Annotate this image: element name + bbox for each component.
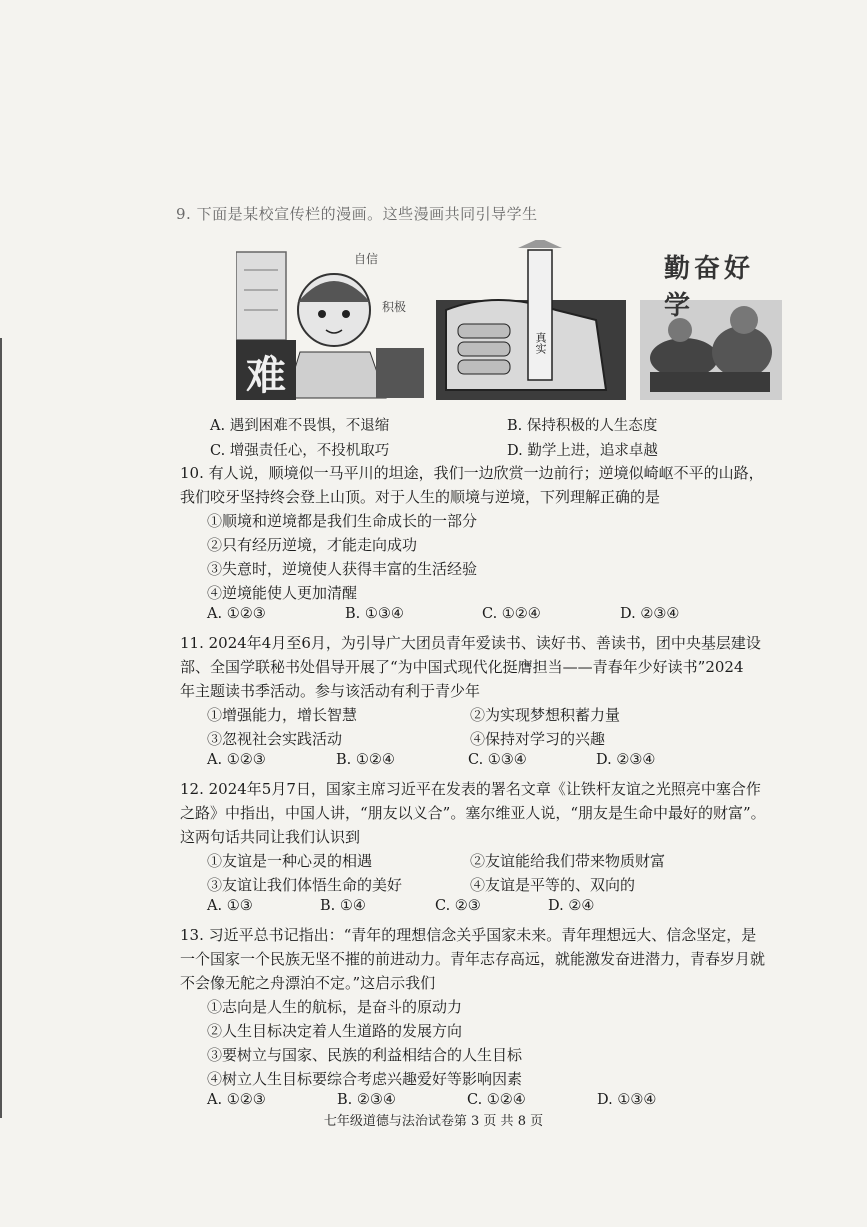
q9-option-c: C. 增强责任心，不投机取巧	[210, 443, 390, 459]
q12-option-c: C. ②③	[435, 898, 481, 914]
q9-option-d: D. 勤学上进，追求卓越	[507, 443, 658, 459]
q13-stem-line2: 一个国家一个民族无坚不摧的前进动力。青年志存高远，就能激发奋进潜力，青春岁月就	[180, 950, 766, 968]
q13-option-d: D. ①③④	[597, 1092, 657, 1108]
scan-edge-shadow	[0, 338, 2, 1118]
q11-option-b: B. ①②④	[336, 752, 395, 768]
q13-stem-line3: 不会像无舵之舟漂泊不定。”这启示我们	[180, 974, 436, 992]
q9-stem: 9. 下面是某校宣传栏的漫画。这些漫画共同引导学生	[176, 205, 538, 223]
q12-stem-line1: 12. 2024年5月7日，国家主席习近平在发表的署名文章《让铁杆友谊之光照亮中塞合作	[180, 780, 761, 798]
q11-item-4: ④保持对学习的兴趣	[470, 730, 606, 748]
q10-option-c: C. ①②④	[482, 606, 541, 622]
q12-item-2: ②友谊能给我们带来物质财富	[470, 852, 666, 870]
q11-option-c: C. ①③④	[468, 752, 527, 768]
q11-option-d: D. ②③④	[596, 752, 656, 768]
cartoon-label-difficulty: 难	[246, 352, 286, 399]
q11-option-a: A. ①②③	[207, 752, 266, 768]
q10-stem-line1: 10. 有人说，顺境似一马平川的坦途，我们一边欣赏一边前行；逆境似崎岖不平的山路，	[180, 464, 764, 482]
q10-item-4: ④逆境能使人更加清醒	[207, 584, 358, 602]
q12-item-3: ③友谊让我们体悟生命的美好	[207, 876, 403, 894]
q11-stem-line1: 11. 2024年4月至6月，为引导广大团员青年爱读书、读好书、善读书，团中央基层建设	[180, 634, 761, 652]
q10-item-2: ②只有经历逆境，才能走向成功	[207, 536, 418, 554]
q13-item-4: ④树立人生目标要综合考虑兴趣爱好等影响因素	[207, 1070, 523, 1088]
q9-option-a: A. 遇到困难不畏惧，不退缩	[210, 418, 390, 434]
q13-option-b: B. ②③④	[337, 1092, 396, 1108]
q13-item-3: ③要树立与国家、民族的利益相结合的人生目标	[207, 1046, 523, 1064]
cartoon-honesty-illustration	[436, 240, 626, 400]
q13-option-c: C. ①②④	[467, 1092, 526, 1108]
q12-option-b: B. ①④	[320, 898, 366, 914]
q12-stem-line2: 之路》中指出，中国人讲，“朋友以义合”。塞尔维亚人说，“朋友是生命中最好的财富”。	[180, 804, 766, 822]
q12-stem-line3: 这两句话共同让我们认识到	[180, 828, 361, 846]
q11-stem-line2: 部、全国学联秘书处倡导开展了“为中国式现代化挺膺担当——青春年少好读书”2024	[180, 658, 744, 676]
cartoon-label-confidence: 自信	[354, 252, 379, 266]
q13-option-a: A. ①②③	[207, 1092, 266, 1108]
page-footer: 七年级道德与法治试卷第 3 页 共 8 页	[323, 1114, 544, 1129]
q9-cartoons	[236, 240, 782, 405]
cartoon-title-diligence: 勤奋好学	[664, 254, 755, 321]
q13-item-1: ①志向是人生的航标，是奋斗的原动力	[207, 998, 463, 1016]
q11-item-2: ②为实现梦想积蓄力量	[470, 706, 621, 724]
q12-item-4: ④友谊是平等的、双向的	[470, 876, 636, 894]
q10-option-d: D. ②③④	[620, 606, 680, 622]
q13-stem-line1: 13. 习近平总书记指出：“青年的理想信念关乎国家未来。青年理想远大、信念坚定，是	[180, 926, 757, 944]
cartoon-label-truth: 真实	[534, 332, 547, 354]
q10-item-1: ①顺境和逆境都是我们生命成长的一部分	[207, 512, 478, 530]
q11-stem-line3: 年主题读书季活动。参与该活动有利于青少年	[180, 682, 481, 700]
q10-option-a: A. ①②③	[207, 606, 266, 622]
q11-item-3: ③忽视社会实践活动	[207, 730, 343, 748]
q9-option-b: B. 保持积极的人生态度	[507, 418, 658, 434]
q12-item-1: ①友谊是一种心灵的相遇	[207, 852, 373, 870]
q10-option-b: B. ①③④	[345, 606, 404, 622]
q10-item-3: ③失意时，逆境使人获得丰富的生活经验	[207, 560, 478, 578]
q12-option-d: D. ②④	[548, 898, 595, 914]
q10-stem-line2: 我们咬牙坚持终会登上山顶。对于人生的顺境与逆境，下列理解正确的是	[180, 488, 661, 506]
cartoon-label-positive: 积极	[382, 300, 407, 314]
q11-item-1: ①增强能力，增长智慧	[207, 706, 358, 724]
q12-option-a: A. ①③	[207, 898, 253, 914]
q13-item-2: ②人生目标决定着人生道路的发展方向	[207, 1022, 463, 1040]
